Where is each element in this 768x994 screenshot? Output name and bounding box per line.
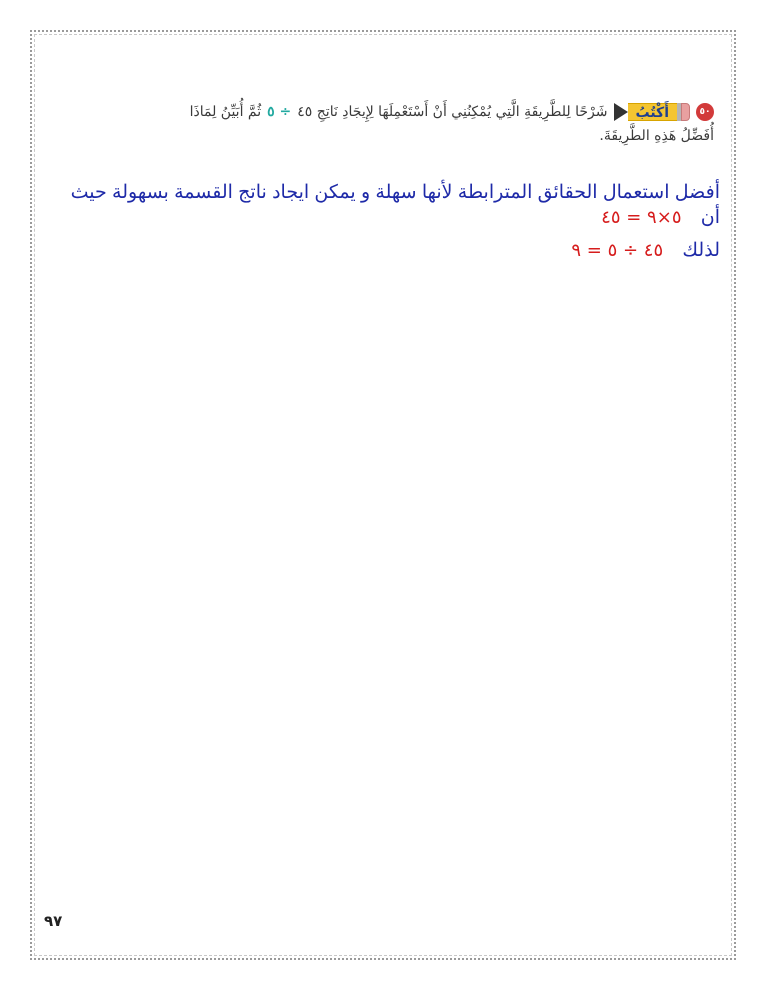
pencil-band bbox=[677, 103, 681, 121]
problem-statement bbox=[70, 100, 714, 148]
page-border-inner bbox=[34, 34, 732, 956]
problem-highlight: ÷ ٥ bbox=[267, 104, 292, 120]
answer-line-1: أفضل استعمال الحقائق المترابطة لأنها سهلة و يمكن ايجاد ناتج القسمة بسهولة حيث bbox=[70, 182, 720, 203]
answer-block bbox=[60, 180, 720, 263]
answer-line-2 bbox=[60, 205, 720, 230]
problem-text-before: شَرْحًا لِلطَّرِيقَةِ الَّتِي يُمْكِنُنِي أَنْ أَسْتَعْمِلَهَا لِإِيجَادِ نَاتِجِ ٤٥ bbox=[297, 104, 608, 120]
answer-line-3-label: لذلك bbox=[682, 240, 720, 261]
problem-line-2: أُفَضِّلُ هَذِهِ الطَّرِيقَةَ. bbox=[599, 128, 714, 144]
pencil-icon bbox=[614, 102, 690, 122]
write-tag: أَكْتُبُ bbox=[628, 103, 677, 121]
pencil-tip bbox=[614, 103, 628, 121]
problem-line-1 bbox=[70, 100, 714, 124]
page-number: ٩٧ bbox=[44, 912, 63, 930]
problem-text-after: ثُمَّ أُبَيِّنُ لِمَاذَا bbox=[189, 104, 262, 120]
answer-line-2-label: أن bbox=[700, 207, 720, 228]
pencil-eraser bbox=[681, 103, 690, 121]
answer-line-3 bbox=[60, 238, 720, 263]
problem-number-badge: ٥٠ bbox=[696, 103, 714, 121]
answer-equation-divide: ٤٥ ÷ ٥ = ٩ bbox=[571, 240, 664, 261]
answer-equation-multiply: ٥×٩ = ٤٥ bbox=[601, 207, 682, 228]
